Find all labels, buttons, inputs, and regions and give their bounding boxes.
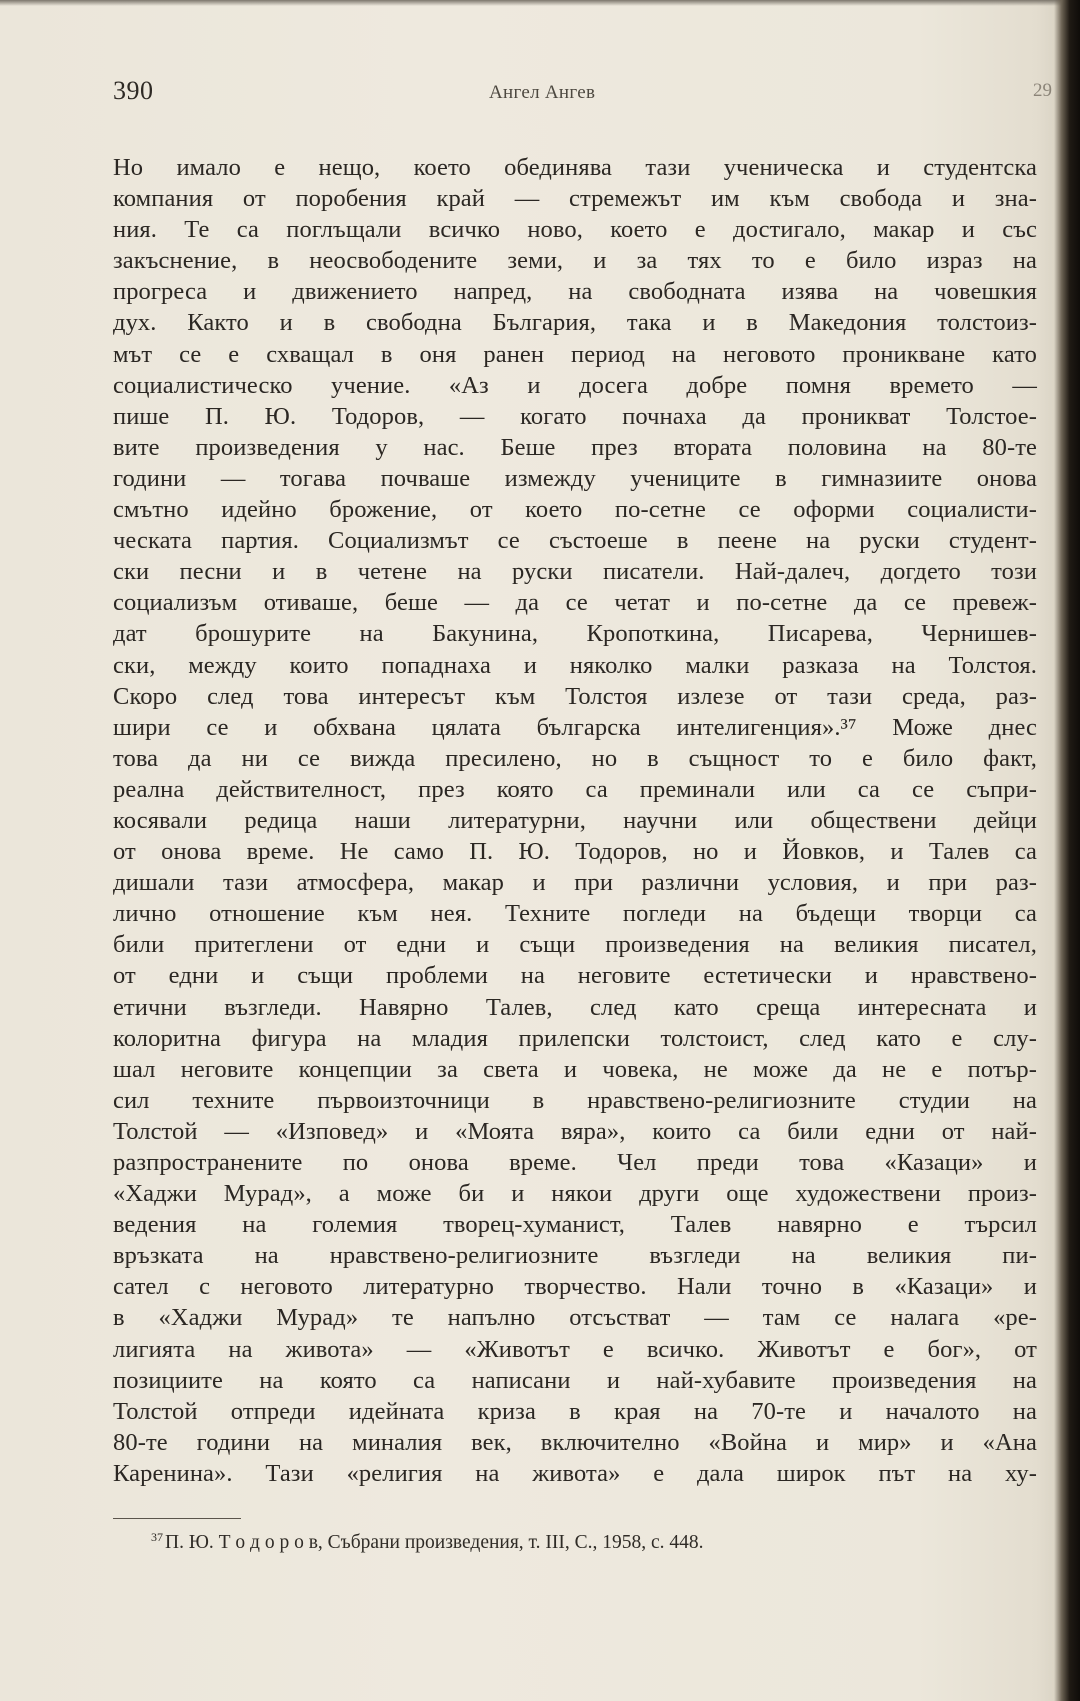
facing-page-number-fragment: 29 xyxy=(1033,80,1052,101)
page-number: 390 xyxy=(113,76,154,105)
text-line: ски песни и в четене на руски писатели. Най-далеч, догдето този xyxy=(113,558,1037,586)
text-line: Толстой — «Изповед» и «Моята вяра», които са били едни от най- xyxy=(113,1117,1037,1145)
running-head-author: Ангел Ангев xyxy=(489,82,596,103)
text-line: сил техните първоизточници в нравствено-религиозните студии на xyxy=(113,1086,1037,1114)
text-line: колоритна фигура на младия прилепски толстоист, след като е слу- xyxy=(113,1024,1037,1052)
footnote-marker: 37 xyxy=(151,1530,163,1544)
text-line: социализъм отиваше, беше — да се четат и по-сетне да се превеж- xyxy=(113,589,1037,617)
text-line: закъснение, в неосвободените земи, и за тях то е било израз на xyxy=(113,247,1037,275)
text-line: реална действителност, през която са преминали или са се съпри- xyxy=(113,775,1037,803)
text-line: пише П. Ю. Тодоров, — когато почнаха да проникват Толстое- xyxy=(113,402,1037,430)
text-line: дишали тази атмосфера, макар и при различни условия, и при раз- xyxy=(113,869,1037,897)
text-line: връзката на нравствено-религиозните възгледи на великия пи- xyxy=(113,1242,1037,1270)
text-line: прогреса и движението напред, на свободната изява на човешкия xyxy=(113,278,1037,306)
text-line: позициите на която са написани и най-хубавите произведения на xyxy=(113,1366,1037,1394)
text-line: Но имало е нещо, което обединява тази ученическа и студентска xyxy=(113,154,1037,181)
text-line: от едни и същи проблеми на неговите естетически и нравствено- xyxy=(113,962,1037,990)
text-line: от онова време. Не само П. Ю. Тодоров, но и Йовков, и Талев са xyxy=(113,838,1037,866)
text-line: «Хаджи Мурад», а може би и някои други още художествени произ- xyxy=(113,1180,1037,1208)
text-line: сател с неговото литературно творчество. Нали точно в «Казаци» и xyxy=(113,1273,1037,1301)
text-line: 80-те години на миналия век, включително «Война и мир» и «Ана xyxy=(113,1428,1037,1456)
text-line: ведения на големия творец-хуманист, Талев навярно е търсил xyxy=(113,1211,1037,1239)
text-line: Каренина». Тази «религия на живота» е дала широк път на ху- xyxy=(113,1459,1037,1487)
text-line: смътно идейно брожение, от което по-сетне се оформи социалисти- xyxy=(113,496,1037,524)
text-line: това да ни се вижда пресилено, но в същност то е било факт, xyxy=(113,744,1037,772)
text-line: социалистическо учение. «Аз и досега добре помня времето — xyxy=(113,371,1037,399)
text-line: шал неговите концепции за света и човека, не може да не е потър- xyxy=(113,1055,1037,1083)
text-line: мът се е схващал в оня ранен период на неговото проникване като xyxy=(113,340,1037,368)
page-header xyxy=(113,76,1073,116)
text-line: дат брошурите на Бакунина, Кропоткина, Писарева, Чернишев- xyxy=(113,620,1037,648)
body-text xyxy=(113,152,1037,1489)
text-line: етични възгледи. Навярно Талев, след като среща интересната и xyxy=(113,993,1037,1021)
text-line: години — тогава почваше измежду учениците в гимназиите онова xyxy=(113,464,1037,492)
footnote-rule xyxy=(113,1518,241,1519)
text-line: ческата партия. Социализмът се състоеше в пеене на руски студент- xyxy=(113,527,1037,555)
page-top-shadow xyxy=(0,0,1080,6)
text-line: лигията на живота» — «Животът е всичко. Животът е бог», от xyxy=(113,1335,1037,1363)
text-line: ния. Те са поглъщали всичко ново, което е достигало, макар и със xyxy=(113,216,1037,244)
text-line: в «Хаджи Мурад» те напълно отсъстват — там се налага «ре- xyxy=(113,1304,1037,1332)
footnote xyxy=(151,1530,1031,1554)
text-line: вите произведения у нас. Беше през втората половина на 80-те xyxy=(113,433,1037,461)
footnote-text: П. Ю. Т о д о р о в, Събрани произведения, т. III, С., 1958, с. 448. xyxy=(165,1532,704,1553)
text-line: косявали редица наши литературни, научни или обществени дейци xyxy=(113,806,1037,834)
book-spine-shadow xyxy=(1054,0,1080,1701)
text-line: дух. Както и в свободна България, така и в Македония толстоиз- xyxy=(113,309,1037,337)
text-line: компания от поробения край — стремежът им към свобода и зна- xyxy=(113,185,1037,213)
text-line: Толстой отпреди идейната криза в края на 70-те и началото на xyxy=(113,1397,1037,1425)
text-line: шири се и обхвана цялата българска интелигенция».³⁷ Може днес xyxy=(113,713,1037,741)
text-line: Скоро след това интересът към Толстоя излезе от тази среда, раз- xyxy=(113,682,1037,710)
text-line: лично отношение към нея. Техните погледи на бъдещи творци са xyxy=(113,900,1037,928)
text-line: разпространените по онова време. Чел преди това «Казаци» и xyxy=(113,1149,1037,1176)
text-line: ски, между които попаднаха и няколко малки разказа на Толстоя. xyxy=(113,651,1037,679)
text-line: били притеглени от едни и същи произведения на великия писател, xyxy=(113,931,1037,959)
